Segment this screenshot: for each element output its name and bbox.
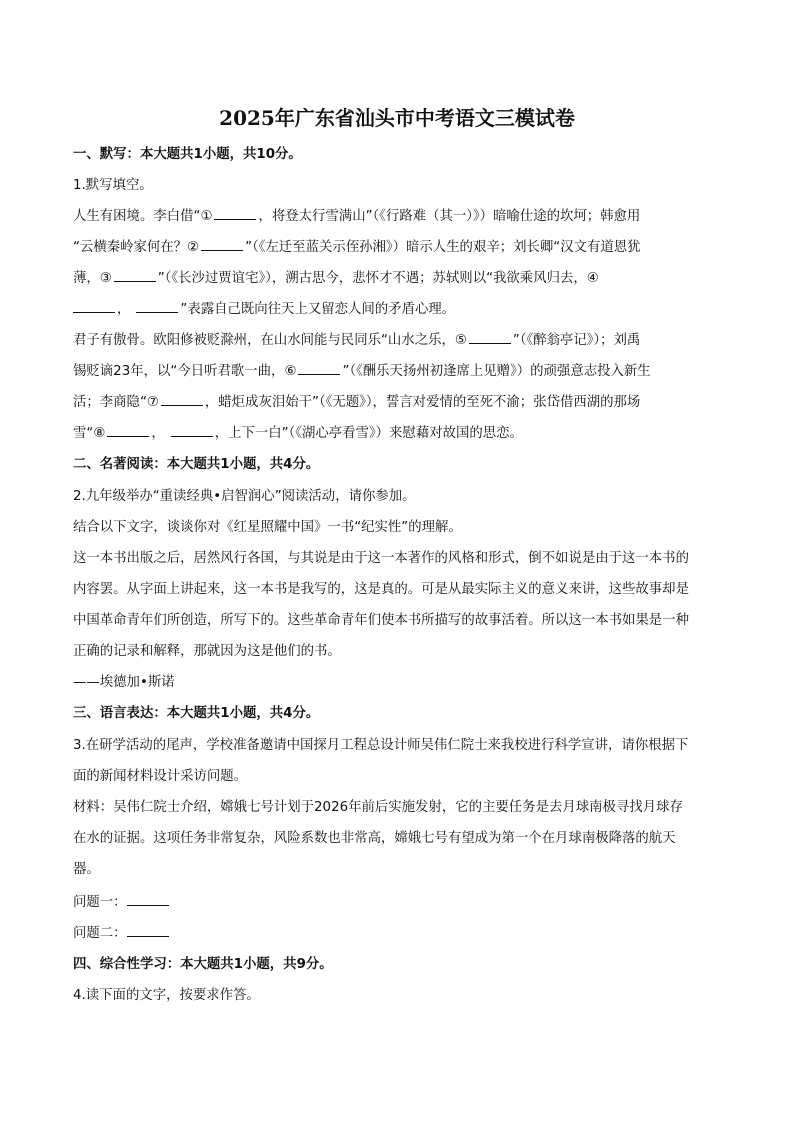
- question-2-task: 结合以下文字，谈谈你对《红星照耀中国》一书“纪实性”的理解。: [73, 520, 462, 535]
- answer-blank-6[interactable]: [298, 361, 340, 375]
- q1-line-7: 活；李商隐“⑦ ，蜡炬成灰泪始干”（《无题》），誓言对爱情的至死不渝；张岱借西湖的那场: [73, 392, 723, 413]
- q1-line-5: 君子有傲骨。欧阳修被贬滁州，在山水间能与民同乐“山水之乐，⑤ ”（《醉翁亭记》）；刘禹: [73, 330, 723, 351]
- question-2-stem: 2.九年级举办“重读经典•启智润心”阅读活动，请你参加。: [73, 489, 416, 504]
- q2-passage-author: ——埃德加•斯诺: [73, 675, 175, 690]
- answer-blank-5[interactable]: [469, 330, 511, 344]
- answer-blank-1[interactable]: [214, 206, 256, 220]
- q1-line-3: 薄，③ ”（《长沙过贾谊宅》），溯古思今，悲怀才不遇；苏轼则以“我欲乘风归去，④: [73, 268, 723, 289]
- question-4-stem: 4.读下面的文字，按要求作答。: [73, 988, 260, 1003]
- answer-blank-3[interactable]: [114, 268, 156, 282]
- answer-blank-8a[interactable]: [107, 423, 149, 437]
- answer-blank-8b[interactable]: [171, 423, 213, 437]
- q2-passage-line-2: 内容罢。从字面上讲起来，这一本书是我写的，这是真的。可是从最实际主义的意义来讲，这些故事却是: [73, 582, 689, 597]
- section-heading-3: 三、语言表达：本大题共1小题，共4分。: [73, 706, 320, 721]
- answer-blank-4a[interactable]: [73, 299, 115, 313]
- answer-blank-4b[interactable]: [136, 299, 178, 313]
- q1-line-6: 锡贬谪23年，以“今日听君歌一曲，⑥ ”（《酬乐天扬州初逢席上见赠》）的顽强意志投入新生: [73, 361, 723, 382]
- q1-line-1: 人生有困境。李白借“① ，将登太行雪满山”（《行路难（其一）》）暗喻仕途的坎坷；韩愈用: [73, 206, 723, 227]
- section-heading-2: 二、名著阅读：本大题共1小题，共4分。: [73, 457, 320, 472]
- q3-material-line-3: 器。: [73, 862, 100, 877]
- q3-answer-2: 问题二：: [73, 923, 723, 944]
- question-3-stem-line-1: 3.在研学活动的尾声，学校准备邀请中国探月工程总设计师吴伟仁院士来我校进行科学宣讲，请你根据下: [73, 738, 689, 753]
- section-heading-4: 四、综合性学习：本大题共1小题，共9分。: [73, 957, 333, 972]
- q1-line-2: “云横秦岭家何在？② ”（《左迁至蓝关示侄孙湘》）暗示人生的艰辛；刘长卿“汉文有道恩犹: [73, 237, 723, 258]
- q3-answer-1: 问题一：: [73, 892, 723, 913]
- q3-material-line-1: 材料：吴伟仁院士介绍，嫦娥七号计划于2026年前后实施发射，它的主要任务是去月球南极寻找月球存: [73, 800, 683, 815]
- q2-passage-line-3: 中国革命青年们所创造，所写下的。这些革命青年们使本书所描写的故事活着。所以这一本书如果是一种: [73, 613, 689, 628]
- q3-material-line-2: 在水的证据。这项任务非常复杂，风险系数也非常高，嫦娥七号有望成为第一个在月球南极降落的航天: [73, 831, 676, 846]
- question-1-stem: 1.默写填空。: [73, 178, 153, 193]
- answer-blank-q3-2[interactable]: [127, 923, 169, 937]
- q2-passage-line-1: 这一本书出版之后，居然风行各国，与其说是由于这一本著作的风格和形式，倒不如说是由于这一本书的: [73, 551, 689, 566]
- answer-blank-7[interactable]: [161, 392, 203, 406]
- page-title: 2025年广东省汕头市中考语文三模试卷: [219, 106, 575, 130]
- q2-passage-line-4: 正确的记录和解释，那就因为这是他们的书。: [73, 644, 341, 659]
- answer-blank-2[interactable]: [201, 237, 243, 251]
- q1-line-4: ， ”表露自己既向往天上又留恋人间的矛盾心理。: [73, 299, 723, 320]
- answer-blank-q3-1[interactable]: [127, 892, 169, 906]
- q1-line-8: 雪“⑧ ， ，上下一白”（《湖心亭看雪》）来慰藉对故国的思恋。: [73, 423, 723, 444]
- question-3-stem-line-2: 面的新闻材料设计采访问题。: [73, 769, 248, 784]
- section-heading-1: 一、默写：本大题共1小题，共10分。: [73, 147, 302, 162]
